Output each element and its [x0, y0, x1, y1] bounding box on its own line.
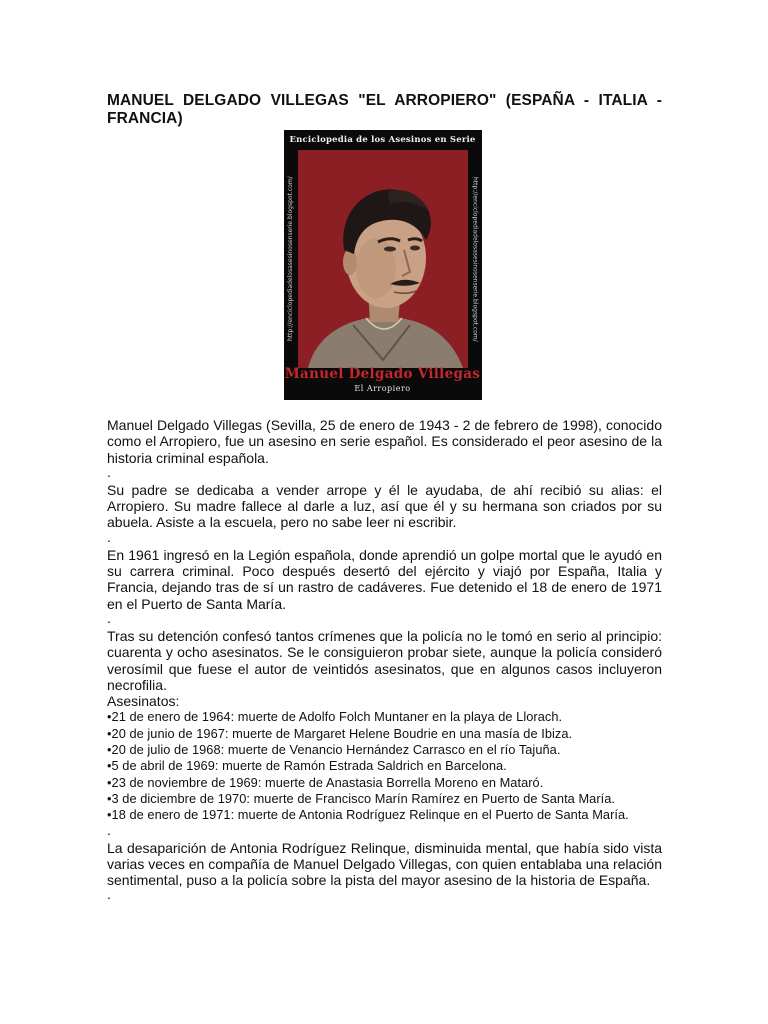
crime-list-item: •5 de abril de 1969: muerte de Ramón Estrada Saldrich en Barcelona.	[107, 758, 507, 774]
separator-dot: .	[107, 609, 111, 626]
portrait-illustration	[298, 150, 468, 368]
cover-image-wrapper	[103, 130, 662, 400]
document-title: MANUEL DELGADO VILLEGAS "EL ARROPIERO" (ESPAÑA - ITALIA - FRANCIA)	[107, 92, 662, 127]
document-body	[107, 417, 662, 904]
cover-name: Manuel Delgado Villegas	[284, 366, 481, 382]
document-page	[107, 92, 662, 904]
crime-list-item: •20 de junio de 1967: muerte de Margaret Helene Boudrie en una masía de Ibiza.	[107, 725, 573, 741]
paragraph-legion: En 1961 ingresó en la Legión española, donde aprendió un golpe mortal que le ayudó en su carrera criminal. Poco después desertó del ejército y viajó por España, Italia y Francia, dejando tras de sí un rastro de cadáveres. Fue detenido el 18 de enero de 1971 en el Puerto de Santa María.	[107, 546, 662, 612]
cover-side-url-left: http://enciclopediadelosasesinosenserie.blogspot.com/	[286, 176, 294, 342]
crimes-label: Asesinatos:	[107, 693, 180, 710]
crime-list-item: •18 de enero de 1971: muerte de Antonia Rodríguez Relinque en el Puerto de Santa María.	[107, 807, 629, 823]
separator-dot: .	[107, 886, 111, 903]
paragraph-intro: Manuel Delgado Villegas (Sevilla, 25 de enero de 1943 - 2 de febrero de 1998), conocido como el Arropiero, fue un asesino en serie español. Es considerado el peor asesino de la historia criminal española.	[107, 417, 662, 466]
paragraph-confession: Tras su detención confesó tantos crímenes que la policía no le tomó en serio al principio: cuarenta y ocho asesinatos. Se le consiguieron probar siete, aunque la policía consideró verosímil que fuese el autor de veintidós asesinatos, que en algunos casos incluyeron necrofilia.	[107, 627, 662, 693]
crime-list-item: •20 de julio de 1968: muerte de Venancio Hernández Carrasco en el río Tajuña.	[107, 742, 561, 758]
portrait-photo	[298, 150, 468, 368]
separator-dot: .	[107, 463, 111, 480]
cover-top-text: Enciclopedia de los Asesinos en Serie	[289, 135, 476, 145]
paragraph-childhood: Su padre se dedicaba a vender arrope y él le ayudaba, de ahí recibió su alias: el Arropiero. Su madre fallece al darle a luz, así que él y su hermana son criados por su abuela. Asiste a la escuela, pero no sabe leer ni escribir.	[107, 481, 662, 531]
paragraph-disappearance: La desaparición de Antonia Rodríguez Relinque, disminuida mental, que había sido vista varias veces en compañía de Manuel Delgado Villegas, con quien entablaba una relación sentimental, puso a la policía sobre la pista del mayor asesino de la historia de España.	[107, 839, 662, 889]
crime-list-item: •3 de diciembre de 1970: muerte de Francisco Marín Ramírez en Puerto de Santa María.	[107, 790, 616, 806]
separator-dot: .	[107, 821, 111, 838]
cover-image	[284, 130, 482, 400]
crime-list-item: •21 de enero de 1964: muerte de Adolfo Folch Muntaner en la playa de Llorach.	[107, 709, 563, 725]
separator-dot: .	[107, 528, 111, 545]
crime-list	[107, 709, 662, 823]
cover-subtitle: El Arropiero	[354, 384, 411, 393]
cover-side-url-right: http://enciclopediadelosasesinosenserie.blogspot.com/	[471, 176, 479, 342]
crime-list-item: •23 de noviembre de 1969: muerte de Anastasia Borrella Moreno en Mataró.	[107, 774, 544, 790]
